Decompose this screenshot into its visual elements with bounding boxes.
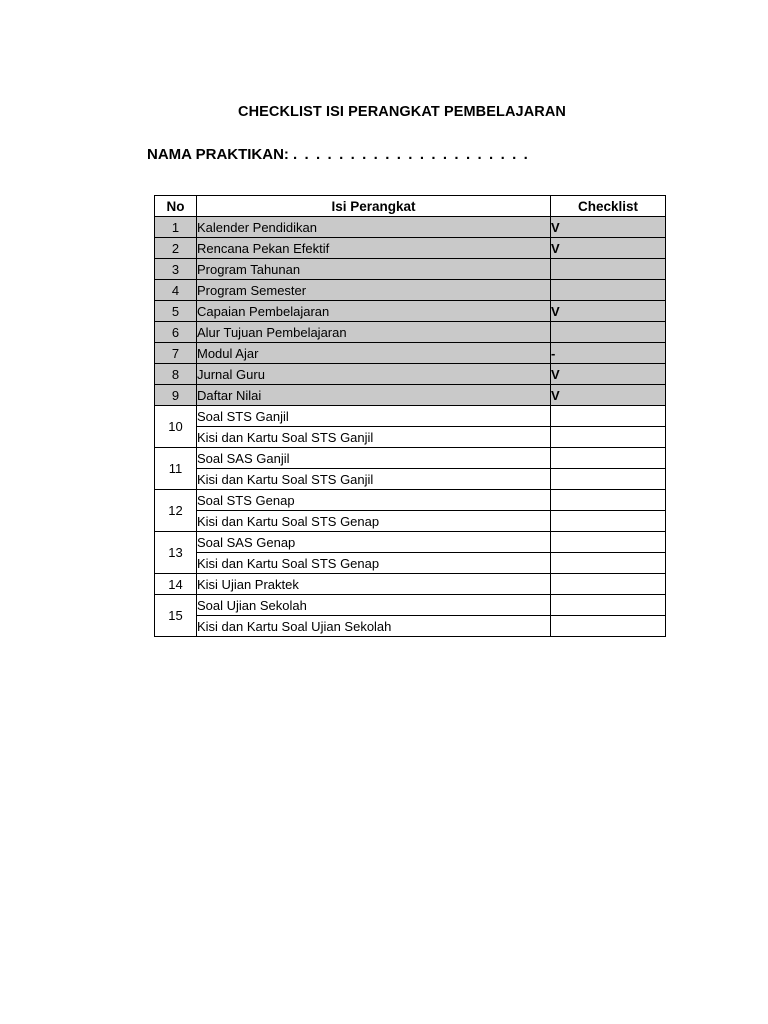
row-checkmark — [551, 616, 666, 637]
name-field — [147, 146, 529, 163]
row-number: 10 — [155, 406, 197, 448]
row-number: 12 — [155, 490, 197, 532]
row-number: 4 — [155, 280, 197, 301]
checklist-table — [154, 195, 666, 637]
table-row — [155, 301, 666, 322]
row-item: Soal Ujian Sekolah — [197, 595, 551, 616]
table-row — [155, 553, 666, 574]
table-row — [155, 469, 666, 490]
row-checkmark — [551, 469, 666, 490]
row-item: Kisi dan Kartu Soal Ujian Sekolah — [197, 616, 551, 637]
row-checkmark — [551, 427, 666, 448]
table-row — [155, 322, 666, 343]
name-blank: . . . . . . . . . . . . . . . . . . . . . — [292, 146, 530, 163]
document-title: CHECKLIST ISI PERANGKAT PEMBELAJARAN — [238, 104, 566, 120]
name-label: NAMA PRAKTIKAN: — [147, 146, 289, 163]
row-checkmark — [551, 259, 666, 280]
row-checkmark — [551, 553, 666, 574]
table-row — [155, 532, 666, 553]
table-row — [155, 280, 666, 301]
row-item: Program Semester — [197, 280, 551, 301]
row-number: 1 — [155, 217, 197, 238]
row-number: 9 — [155, 385, 197, 406]
row-item: Kisi dan Kartu Soal STS Genap — [197, 511, 551, 532]
row-item: Soal SAS Ganjil — [197, 448, 551, 469]
row-item: Kisi dan Kartu Soal STS Genap — [197, 553, 551, 574]
row-checkmark: V — [551, 385, 666, 406]
row-number: 6 — [155, 322, 197, 343]
row-number: 5 — [155, 301, 197, 322]
row-checkmark — [551, 490, 666, 511]
row-item: Kisi dan Kartu Soal STS Ganjil — [197, 427, 551, 448]
row-checkmark — [551, 574, 666, 595]
row-checkmark: V — [551, 364, 666, 385]
row-item: Capaian Pembelajaran — [197, 301, 551, 322]
table-row — [155, 217, 666, 238]
row-number: 14 — [155, 574, 197, 595]
row-number: 7 — [155, 343, 197, 364]
table-row — [155, 406, 666, 427]
row-item: Kisi Ujian Praktek — [197, 574, 551, 595]
row-checkmark — [551, 280, 666, 301]
row-number: 2 — [155, 238, 197, 259]
table-row — [155, 259, 666, 280]
table-row — [155, 616, 666, 637]
table-row — [155, 343, 666, 364]
header-no: No — [155, 196, 197, 217]
row-item: Kisi dan Kartu Soal STS Ganjil — [197, 469, 551, 490]
row-checkmark — [551, 322, 666, 343]
row-item: Alur Tujuan Pembelajaran — [197, 322, 551, 343]
row-number: 13 — [155, 532, 197, 574]
row-item: Jurnal Guru — [197, 364, 551, 385]
row-item: Program Tahunan — [197, 259, 551, 280]
header-checklist: Checklist — [551, 196, 666, 217]
row-number: 11 — [155, 448, 197, 490]
row-number: 15 — [155, 595, 197, 637]
table-row — [155, 427, 666, 448]
table-row — [155, 595, 666, 616]
row-item: Soal STS Genap — [197, 490, 551, 511]
row-item: Kalender Pendidikan — [197, 217, 551, 238]
row-item: Soal SAS Genap — [197, 532, 551, 553]
table-row — [155, 385, 666, 406]
table-header-row — [155, 196, 666, 217]
header-isi-perangkat: Isi Perangkat — [197, 196, 551, 217]
row-checkmark — [551, 595, 666, 616]
row-checkmark: - — [551, 343, 666, 364]
row-checkmark — [551, 532, 666, 553]
row-item: Soal STS Ganjil — [197, 406, 551, 427]
table-row — [155, 448, 666, 469]
row-checkmark: V — [551, 238, 666, 259]
table-row — [155, 490, 666, 511]
row-checkmark — [551, 511, 666, 532]
row-item: Daftar Nilai — [197, 385, 551, 406]
table-row — [155, 574, 666, 595]
row-checkmark: V — [551, 301, 666, 322]
row-number: 8 — [155, 364, 197, 385]
row-item: Modul Ajar — [197, 343, 551, 364]
table-row — [155, 511, 666, 532]
table-row — [155, 238, 666, 259]
row-checkmark: V — [551, 217, 666, 238]
row-number: 3 — [155, 259, 197, 280]
table-row — [155, 364, 666, 385]
row-checkmark — [551, 406, 666, 427]
row-item: Rencana Pekan Efektif — [197, 238, 551, 259]
row-checkmark — [551, 448, 666, 469]
